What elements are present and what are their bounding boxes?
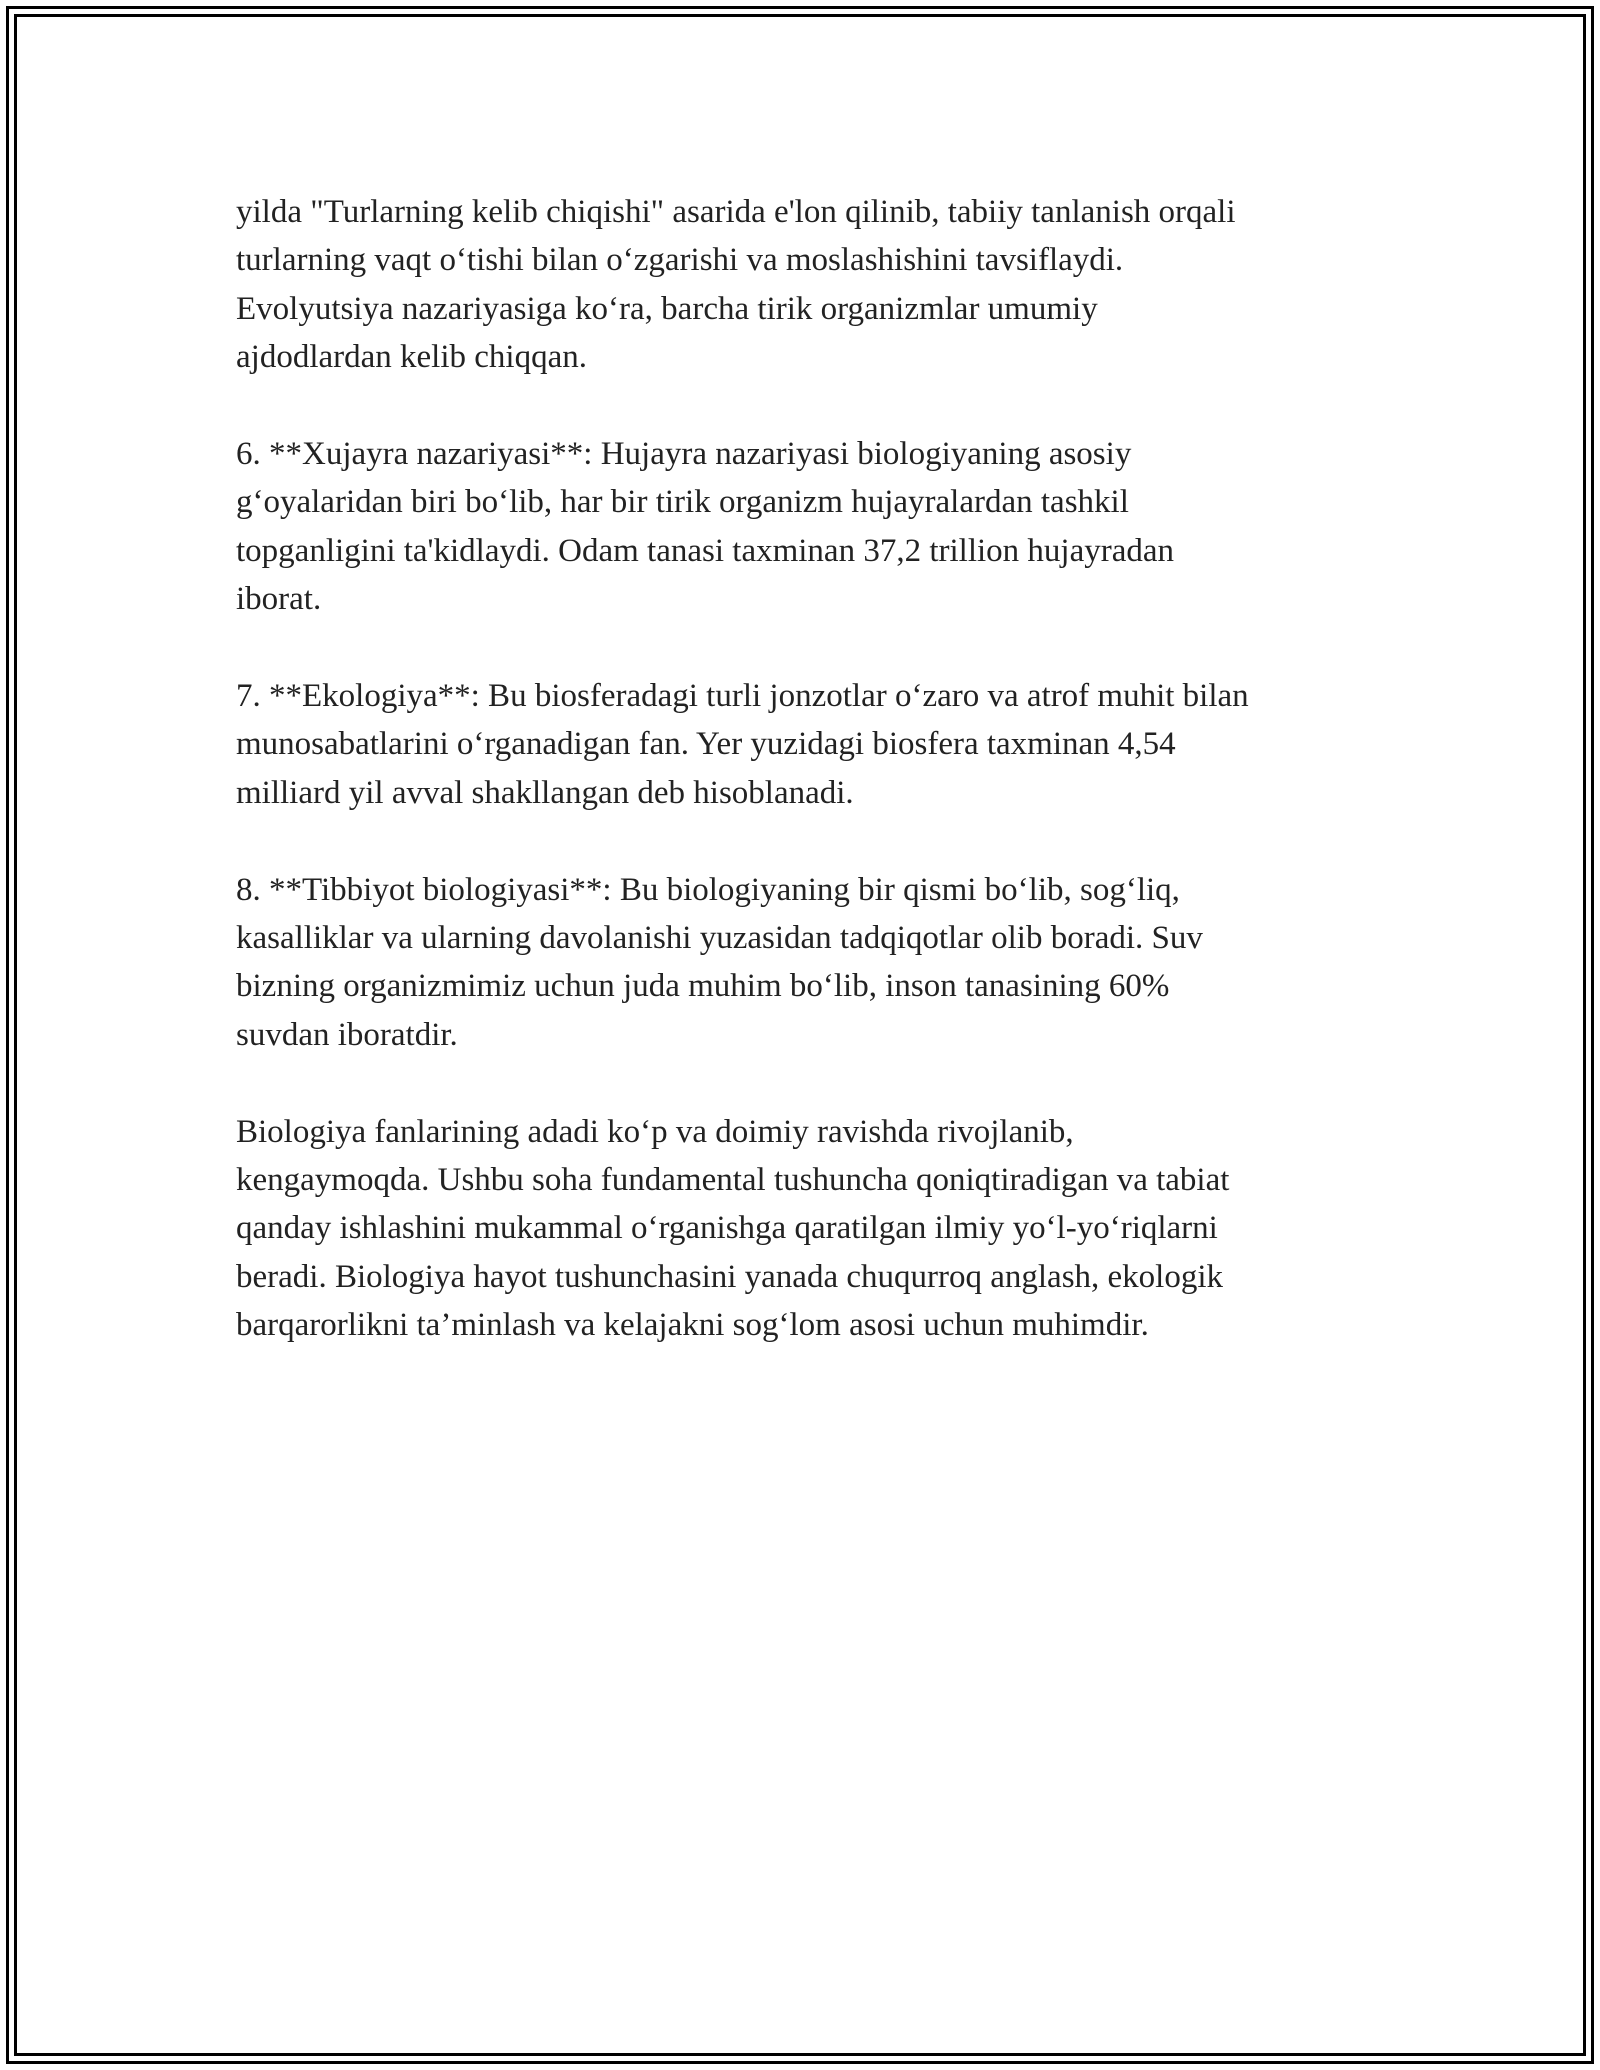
paragraph-cell-theory: 6. **Xujayra nazariyasi**: Hujayra nazariyasi biologiyaning asosiy g‘oyalaridan biri bo‘lib, har bir tirik organizm hujayralardan tashkil topganligini ta'kidlaydi. Odam tanasi taxminan 37,2 trillion hujayradan iborat. xyxy=(236,436,1175,618)
paragraph-evolution-continued: yilda "Turlarning kelib chiqishi" asarida e'lon qilinib, tabiiy tanlanish orqali turlarning vaqt o‘tishi bilan o‘zgarishi va moslashishini tavsiflaydi. Evolyutsiya nazariyasiga ko‘ra, barcha tirik organizmlar umumiy ajdodlardan kelib chiqqan. xyxy=(236,194,1236,376)
paragraph-conclusion: Biologiya fanlarining adadi ko‘p va doimiy ravishda rivojlanib, kengaymoqda. Ushbu soha fundamental tushuncha qoniqtiradigan va tabiat qanday ishlashini mukammal o‘rganishga qaratilgan ilmiy yo‘l-yo‘riqlarni beradi. Biologiya hayot tushunchasini yanada chuqurroq anglash, ekologik barqarorlikni ta’minlash va kelajakni sog‘lom asosi uchun muhimdir. xyxy=(236,1113,1230,1344)
document-body xyxy=(236,188,1386,1398)
paragraph-ecology: 7. **Ekologiya**: Bu biosferadagi turli jonzotlar o‘zaro va atrof muhit bilan munosabatlarini o‘rganadigan fan. Yer yuzidagi biosfera taxminan 4,54 milliard yil avval shakllangan deb hisoblanadi. xyxy=(236,678,1249,811)
paragraph-medical-biology: 8. **Tibbiyot biologiyasi**: Bu biologiyaning bir qismi bo‘lib, sog‘liq, kasalliklar va ularning davolanishi yuzasidan tadqiqotlar olib boradi. Suv bizning organizmimiz uchun juda muhim bo‘lib, inson tanasining 60% suvdan iboratdir. xyxy=(236,871,1203,1053)
